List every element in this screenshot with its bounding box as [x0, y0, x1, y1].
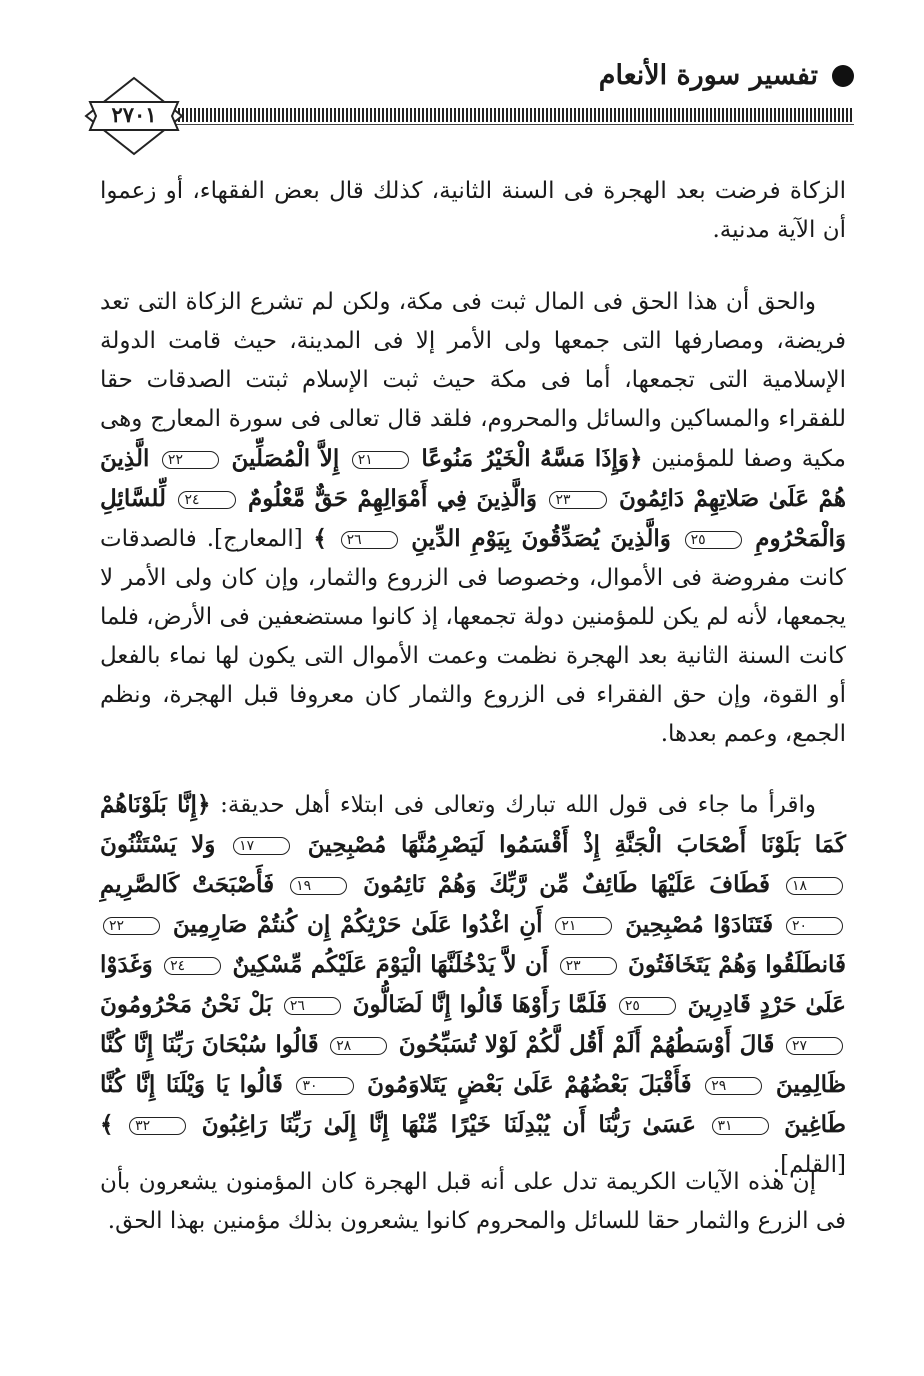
- paragraph-text: [100, 785, 846, 1185]
- verse-number: ٢٠: [786, 917, 843, 935]
- verse-open-bracket: ﴿: [196, 791, 211, 818]
- paragraph: [100, 172, 846, 250]
- verse-number: ٢٤: [164, 957, 221, 975]
- verse-segment: فَانطَلَقُوا وَهُمْ يَتَخَافَتُونَ: [619, 951, 846, 978]
- paragraph-text: الزكاة فرضت بعد الهجرة فى السنة الثانية، كذلك قال بعض الفقهاء، أو زعموا أن الآية مدنية.: [100, 178, 846, 243]
- verse-number: ٢٤: [178, 491, 235, 509]
- verse-segment: عَسَىٰ رَبُّنَا أَن يُبْدِلَنَا خَيْرًا مِّنْهَا إِنَّا إِلَىٰ رَبِّنَا رَاغِبُونَ: [189, 1111, 696, 1138]
- verse-number: ٢٣: [560, 957, 617, 975]
- verse-segment: فَطَافَ عَلَيْهَا طَائِفٌ مِّن رَّبِّكَ وَهُمْ نَائِمُونَ: [350, 871, 770, 898]
- header-title: تفسير سورة الأنعام: [598, 60, 818, 91]
- verse-number: ٣٢: [129, 1117, 186, 1135]
- verse-segment: لِّلسَّائِلِ وَالْمَحْرُومِ: [100, 485, 846, 552]
- verse-number: ١٧: [233, 837, 290, 855]
- verse-segment: وَالَّذِينَ فِي أَمْوَالِهِمْ حَقٌّ مَّعْلُومٌ: [238, 485, 537, 512]
- verse-number: ٢٨: [330, 1037, 387, 1055]
- verse-segment: قَالُوا يَا وَيْلَنَا إِنَّا كُنَّا طَاغِينَ: [100, 1071, 846, 1138]
- paragraph-text: [100, 283, 846, 754]
- verse-number: ٢٥: [685, 531, 742, 549]
- verse-number: ٢٢: [162, 451, 219, 469]
- verse-segment: وَغَدَوْا عَلَىٰ حَرْدٍ قَادِرِينَ: [100, 951, 847, 1018]
- quran-verse: [100, 791, 846, 1178]
- paragraph-text-a: والحق أن هذا الحق فى المال ثبت فى مكة، ولكن لم تشرع الزكاة التى تعد فريضة، ومصارفها التى جمعها ولى الأمر إلا فى المدينة، حيث قامت الدولة الإسلامية التى تجمعها، أما فى مكة حيث ثبت الإسلام ثبتت الصدقات حقا للفقراء والمساكين والسائل والمحروم، فلقد قال تعالى فى سورة المعارج وهى مكية وصفا للمؤمنين: [100, 289, 846, 472]
- verse-number: ٢٦: [284, 997, 341, 1015]
- verse-close-bracket: ﴾: [302, 525, 327, 552]
- verse-segment: فَأَقْبَلَ بَعْضُهُمْ عَلَىٰ بَعْضٍ يَتَلاوَمُونَ: [356, 1071, 692, 1098]
- verse-source: [القلم].: [772, 1152, 846, 1178]
- verse-segment: وَلا يَسْتَثْنُونَ: [100, 831, 216, 858]
- header-rule: [170, 108, 854, 122]
- verse-number: ١٨: [786, 877, 843, 895]
- verse-segment: أَن لاَّ يَدْخُلَنَّهَا الْيَوْمَ عَلَيْكُم مِّسْكِينٌ: [224, 951, 549, 978]
- verse-number: ٢١: [352, 451, 409, 469]
- verse-segment: أَنِ اغْدُوا عَلَىٰ حَرْثِكُمْ إِن كُنتُمْ صَارِمِينَ: [163, 911, 543, 938]
- paragraph: [100, 785, 846, 1185]
- paragraph-intro: واقرأ ما جاء فى قول الله تبارك وتعالى فى ابتلاء أهل حديقة:: [220, 792, 816, 818]
- verse-segment: قَالُوا سُبْحَانَ رَبِّنَا إِنَّا كُنَّا ظَالِمِينَ: [100, 1031, 846, 1098]
- verse-number: ٣٠: [296, 1077, 353, 1095]
- verse-segment: الَّذِينَ هُمْ عَلَىٰ صَلاتِهِمْ دَائِمُونَ: [100, 445, 847, 512]
- verse-segment: وَإِذَا مَسَّهُ الْخَيْرُ مَنُوعًا: [411, 445, 629, 472]
- paragraph: [100, 1163, 846, 1241]
- verse-segment: فَلَمَّا رَأَوْهَا قَالُوا إِنَّا لَضَالُّونَ: [343, 991, 608, 1018]
- verse-number: ٢٥: [619, 997, 676, 1015]
- verse-source: [المعارج].: [206, 526, 303, 552]
- verse-number: ٢٣: [549, 491, 606, 509]
- verse-segment: إِنَّا بَلَوْنَاهُمْ كَمَا بَلَوْنَا أَصْحَابَ الْجَنَّةِ إِذْ أَقْسَمُوا لَيَصْرِمُنَّهَا مُصْبِحِينَ: [100, 791, 846, 858]
- verse-number: ١٩: [290, 877, 347, 895]
- verse-segment: قَالَ أَوْسَطُهُمْ أَلَمْ أَقُل لَّكُمْ لَوْلا تُسَبِّحُونَ: [390, 1031, 775, 1058]
- header-ornament-icon: [832, 65, 854, 87]
- verse-open-bracket: ﴿: [628, 445, 643, 472]
- verse-number: ٢١: [555, 917, 612, 935]
- verse-close-bracket: ﴾: [100, 1111, 114, 1138]
- paragraph: [100, 283, 846, 754]
- verse-number: ٢٩: [705, 1077, 762, 1095]
- paragraph-text: إن هذه الآيات الكريمة تدل على أنه قبل الهجرة كان المؤمنون يشعرون بأن فى الزرع والثمار حقا للسائل والمحروم كانوا يشعرون بذلك مؤمنين بهذا الحق.: [100, 1169, 846, 1234]
- verse-number: ٢٦: [341, 531, 398, 549]
- running-header: [599, 56, 854, 96]
- verse-segment: بَلْ نَحْنُ مَحْرُومُونَ: [100, 991, 273, 1018]
- page-number: ٢٧٠١: [111, 102, 157, 127]
- verse-number: ٣١: [712, 1117, 769, 1135]
- verse-number: ٢٢: [103, 917, 160, 935]
- verse-segment: فَتَنَادَوْا مُصْبِحِينَ: [615, 911, 774, 938]
- verse-number: ٢٧: [786, 1037, 843, 1055]
- header-rule-line: [170, 124, 854, 125]
- verse-segment: وَالَّذِينَ يُصَدِّقُونَ بِيَوْمِ الدِّينِ: [400, 525, 671, 552]
- verse-segment: فَأَصْبَحَتْ كَالصَّرِيمِ: [100, 871, 275, 898]
- verse-segment: إِلاَّ الْمُصَلِّينَ: [221, 445, 340, 472]
- paragraph-text-b: فالصدقات كانت مفروضة فى الأموال، وخصوصا فى الزروع والثمار، وإن كان ولى الأمر لا يجمعها، لأنه لم يكن للمؤمنين دولة تجمعها، إذ كانوا مستضعفين فى الأرض، فلما كانت السنة الثانية بعد الهجرة نظمت وعمت الأموال التى يكون لها نماء بالفعل أو القوة، وإن حق الفقراء فى الزروع والثمار كان معروفا قبل الهجرة، ونظم الجمع، وعمم بعدها.: [100, 526, 846, 747]
